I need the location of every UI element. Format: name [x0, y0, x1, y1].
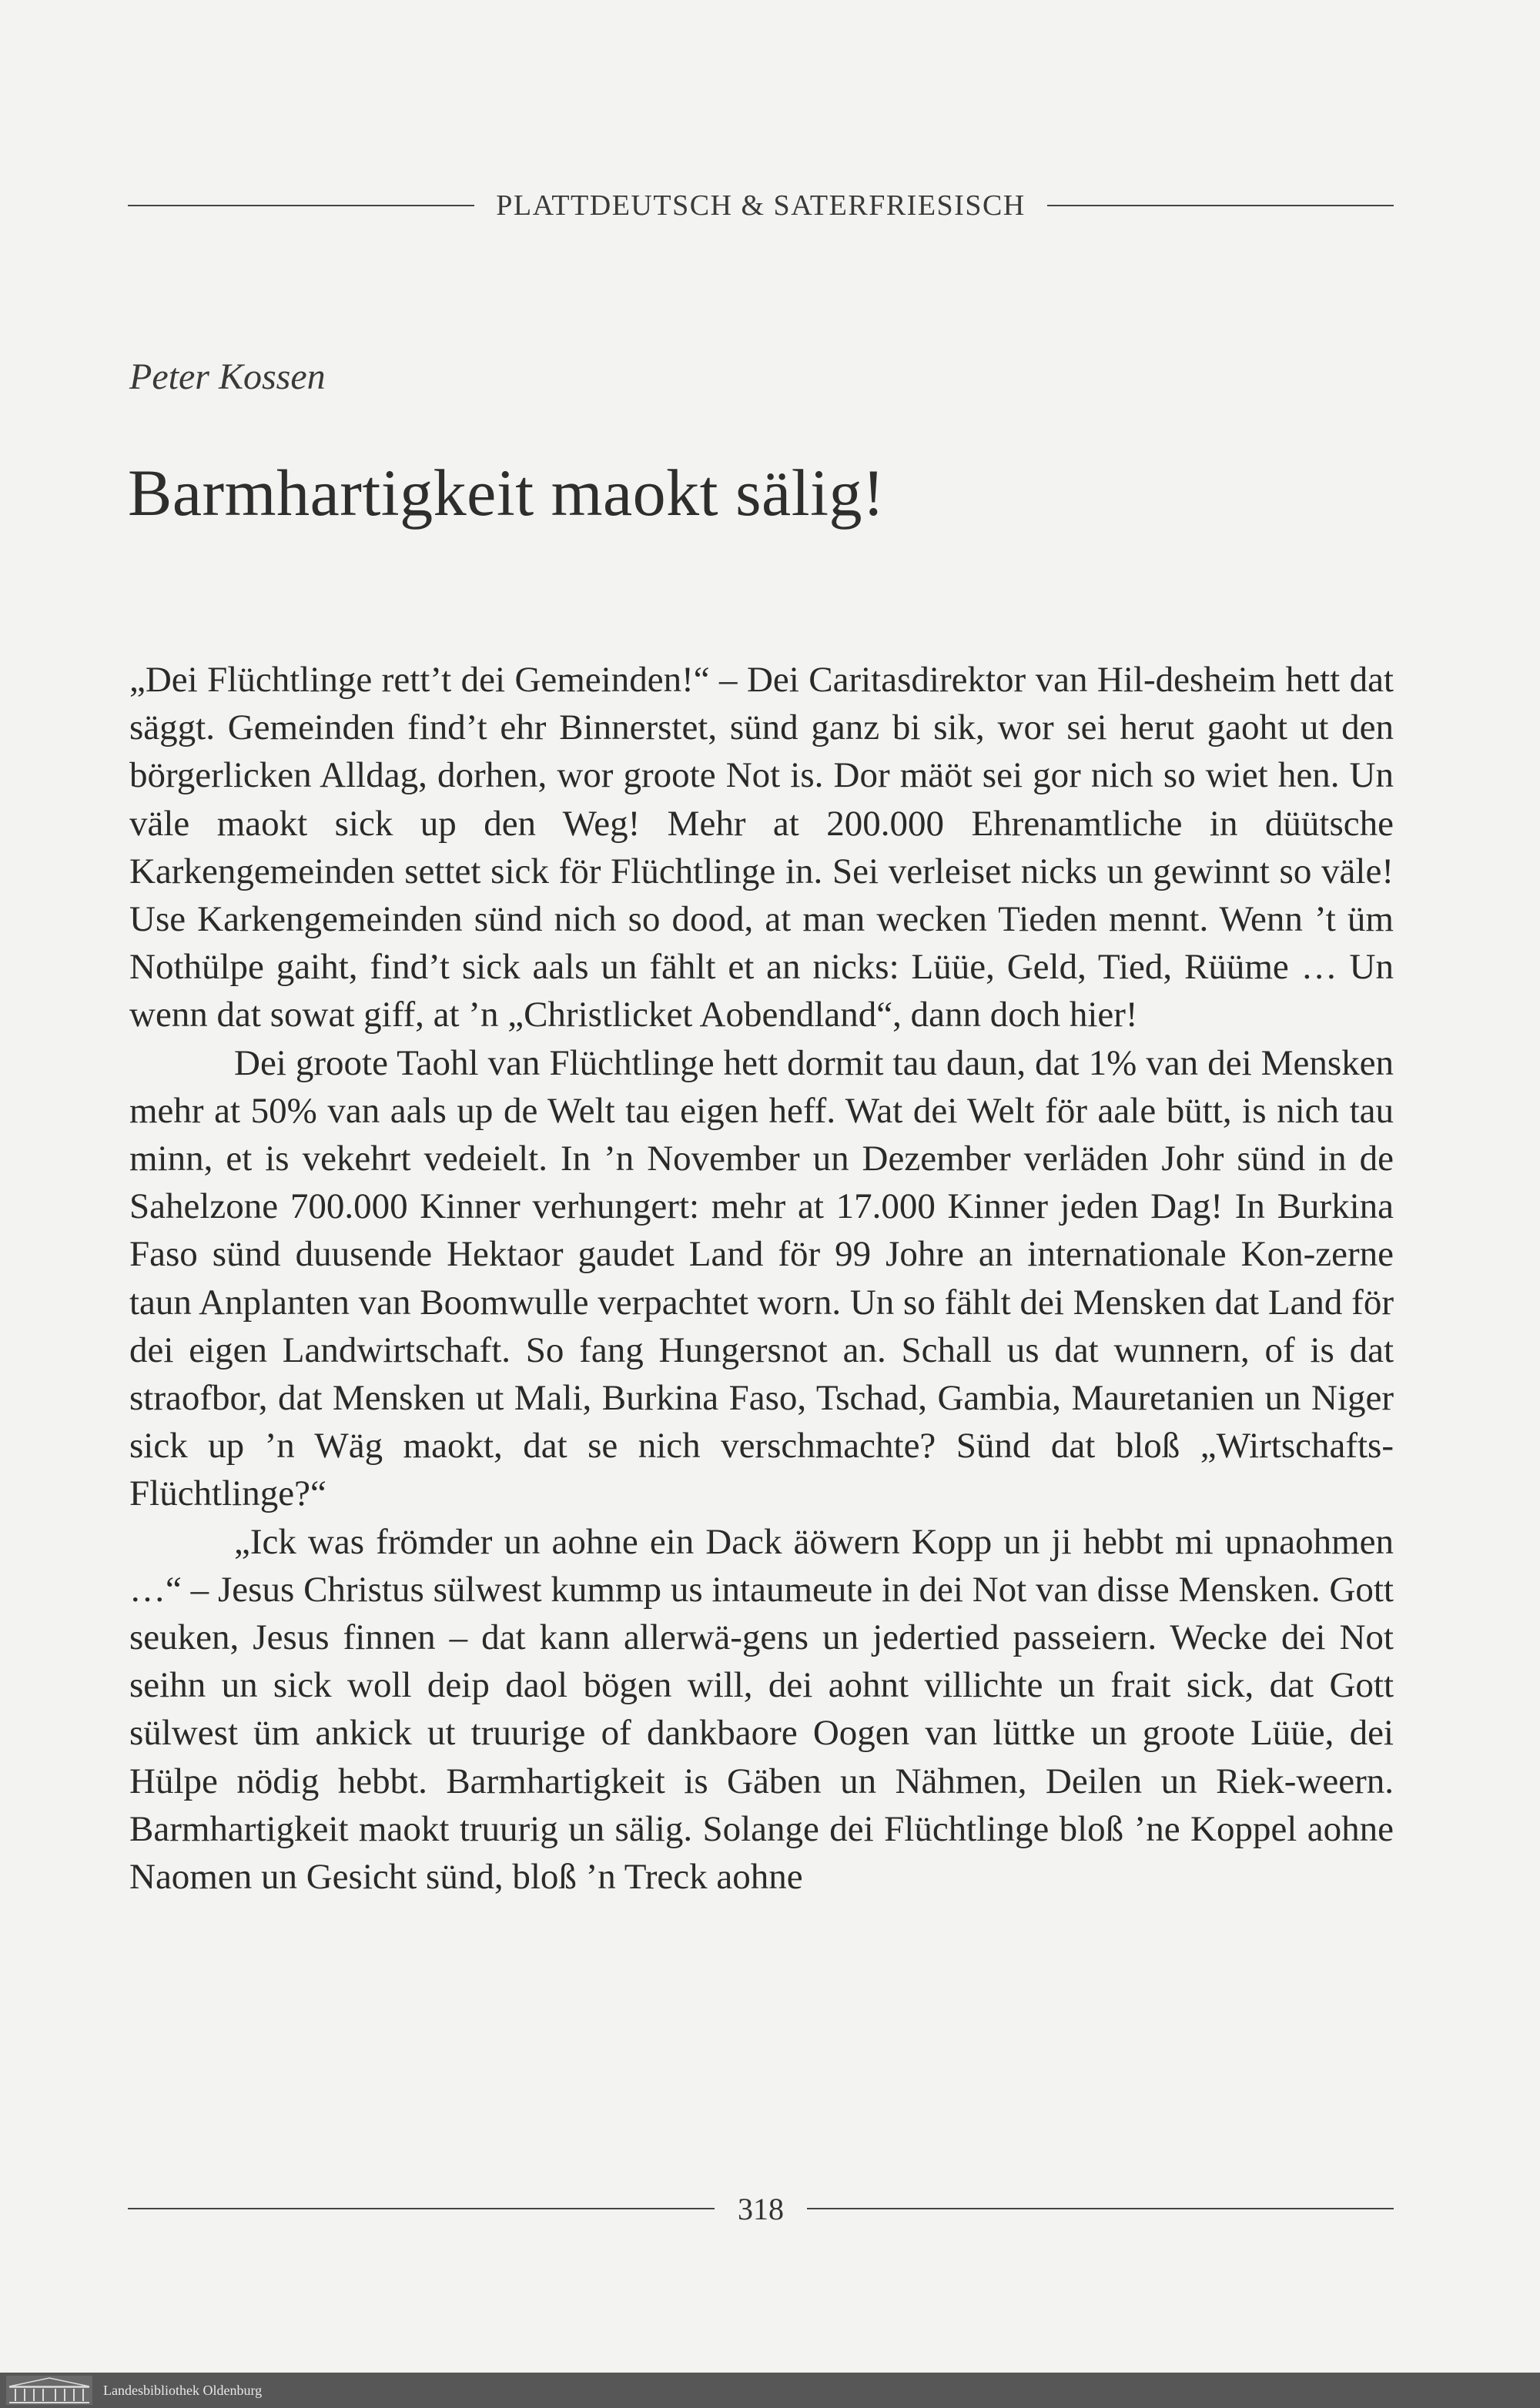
- page-footer: [128, 2189, 1394, 2228]
- library-name: Landesbibliothek Oldenburg: [103, 2382, 263, 2398]
- footer-rule-left: [128, 2208, 715, 2209]
- paragraph: „Ick was frömder un aohne ein Dack äöwern Kopp un ji hebbt mi upnaohmen …“ – Jesus Christus sülwest kummp us intaumeute in dei Not van disse Mensken. Gott seuken, Jesus finnen – dat kann allerwä-gens un jedertied passeiern. Wecke dei Not seihn un sick woll deip daol bögen will, dei aohnt villichte un frait sick, dat Gott sülwest üm ankick ut truurige of dankbaore Oogen van lüttke un groote Lüüe, dei Hülpe nödig hebbt. Barmhartigkeit is Gäben un Nähmen, Deilen un Riek-weern. Barmhartigkeit maokt truurig un sälig. Solange dei Flüchtlinge bloß ’ne Koppel aohne Naomen un Gesicht sünd, bloß ’n Treck aohne: [129, 1521, 1394, 1898]
- section-title: PLATTDEUTSCH & SATERFRIESISCH: [496, 189, 1026, 222]
- header-rule-right: [1047, 205, 1394, 206]
- article-title: Barmhartigkeit maokt sälig!: [128, 456, 886, 530]
- article-author: Peter Kossen: [129, 356, 326, 397]
- library-watermark-bar: [0, 2373, 1540, 2408]
- page-number: 318: [738, 2191, 784, 2226]
- footer-rule-right: [807, 2208, 1394, 2209]
- paragraph: Dei groote Taohl van Flüchtlinge hett dormit tau daun, dat 1% van dei Mensken mehr at 50% van aals up de Welt tau eigen heff. Wat dei Welt för aale bütt, is nich tau minn, et is vekehrt vedeielt. In ’n November un Dezember verläden Johr sünd in de Sahelzone 700.000 Kinner verhungert: mehr at 17.000 Kinner jeden Dag! In Burkina Faso sünd duusende Hektaor gaudet Land för 99 Johre an internationale Kon-zerne taun Anplanten van Boomwulle verpachtet worn. Un so fählt dei Mensken dat Land för dei eigen Landwirtschaft. So fang Hungersnot an. Schall us dat wunnern, of is dat straofbor, dat Mensken ut Mali, Burkina Faso, Tschad, Gambia, Mauretanien un Niger sick up ’n Wäg maokt, dat se nich verschmachte? Sünd dat bloß „Wirtschafts-Flüchtlinge?“: [129, 1042, 1394, 1514]
- article-body: [129, 656, 1394, 1901]
- running-header: [128, 188, 1394, 223]
- paragraph: „Dei Flüchtlinge rett’t dei Gemeinden!“ – Dei Caritasdirektor van Hil-desheim hett dat säggt. Gemeinden find’t ehr Binnerstet, sünd ganz bi sik, wor sei herut gaoht ut den börgerlicken Alldag, dorhen, wor groote Not is. Dor mäöt sei gor nich so wiet hen. Un väle maokt sick up den Weg! Mehr at 200.000 Ehrenamtliche in düütsche Karkengemeinden settet sick för Flüchtlinge in. Sei verleiset nicks un gewinnt so väle! Use Karkengemeinden sünd nich so dood, at man wecken Tieden mennt. Wenn ’t üm Nothülpe gaiht, find’t sick aals un fählt et an nicks: Lüüe, Geld, Tied, Rüüme … Un wenn dat sowat giff, at ’n „Christlicket Aobendland“, dann doch hier!: [129, 660, 1394, 1035]
- library-building-icon: [6, 2376, 92, 2405]
- header-rule-left: [128, 205, 474, 206]
